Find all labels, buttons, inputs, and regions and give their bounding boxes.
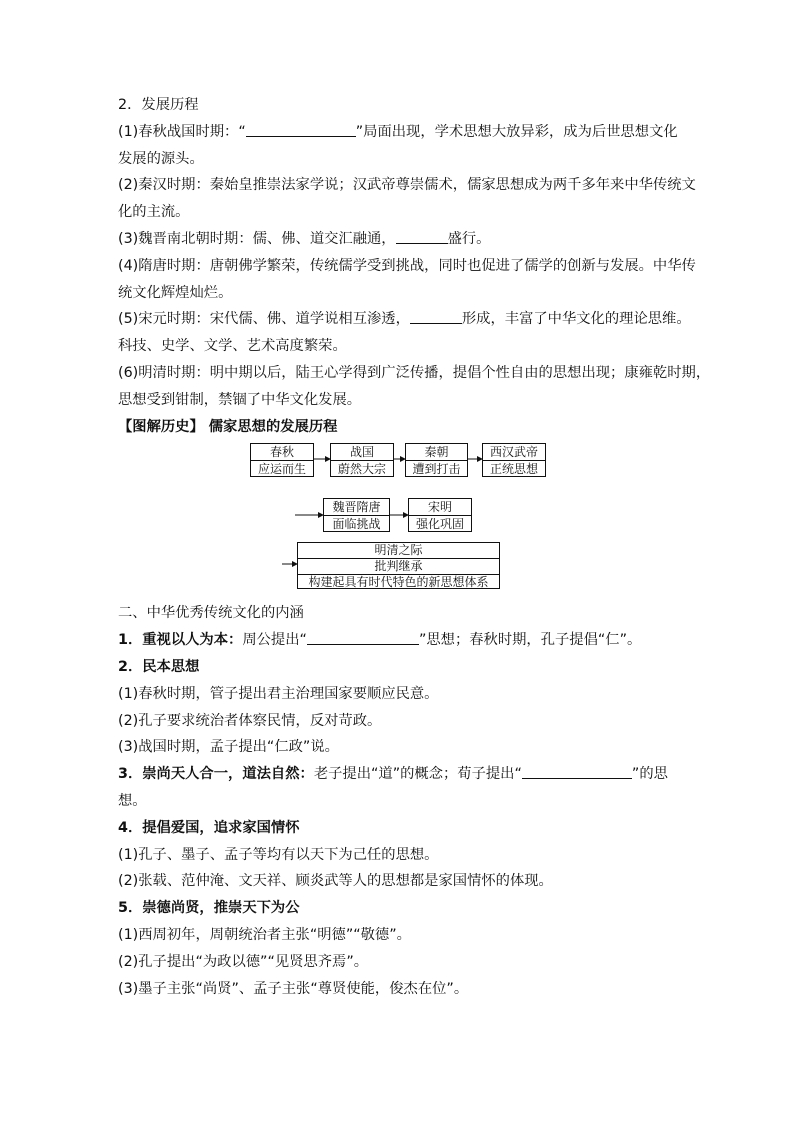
box-subtitle: 面临挑战 bbox=[332, 517, 381, 532]
box-subtitle: 应运而生 bbox=[257, 462, 306, 477]
text: ”思想；春秋时期，孔子提倡“仁”。 bbox=[418, 632, 642, 649]
text: (3)魏晋南北朝时期：儒、佛、道交汇融通， bbox=[118, 230, 396, 247]
list-item: (2)孔子要求统治者体察民情，反对苛政。 bbox=[118, 712, 382, 729]
fill-blank[interactable] bbox=[410, 310, 462, 324]
text: 盛行。 bbox=[447, 230, 491, 247]
fill-blank[interactable] bbox=[396, 230, 448, 244]
box-subtitle: 遭到打击 bbox=[412, 462, 461, 477]
list-item: (2)张载、范仲淹、文天祥、顾炎武等人的思想都是家国情怀的体现。 bbox=[118, 873, 553, 890]
dev-item-6-cont: 思想受到钳制，禁锢了中华文化发展。 bbox=[118, 391, 362, 408]
box-subtitle: 正统思想 bbox=[489, 462, 538, 477]
box-title: 西汉武帝 bbox=[483, 444, 545, 461]
text: (5)宋元时期：宋代儒、佛、道学说相互渗透， bbox=[118, 311, 410, 328]
section-heading-connotation: 二、中华优秀传统文化的内涵 bbox=[118, 605, 304, 622]
box-title: 秦朝 bbox=[406, 444, 467, 461]
fill-blank[interactable] bbox=[307, 631, 419, 645]
dev-item-5-cont: 科技、史学、文学、艺术高度繁荣。 bbox=[118, 338, 347, 355]
box-title: 明清之际 bbox=[298, 543, 499, 559]
fill-blank[interactable] bbox=[246, 123, 356, 137]
text: 形成，丰富了中华文化的理论思维。 bbox=[461, 311, 691, 328]
connotation-item-1 bbox=[118, 627, 684, 654]
connotation-heading-2: 2．民本思想 bbox=[118, 658, 200, 675]
connotation-item-3-cont: 想。 bbox=[118, 792, 147, 809]
box-subtitle: 强化巩固 bbox=[415, 517, 464, 532]
dev-item-5 bbox=[118, 306, 691, 333]
dev-item-1-cont: 发展的源头。 bbox=[118, 150, 204, 167]
list-item: (1)西周初年，周朝统治者主张“明德”“敬德”。 bbox=[118, 926, 411, 943]
list-item: (2)孔子提出“为政以德”“见贤思齐焉”。 bbox=[118, 953, 369, 970]
dev-item-2-cont: 化的主流。 bbox=[118, 204, 190, 221]
diagram-box-songming bbox=[408, 498, 472, 532]
box-title: 春秋 bbox=[251, 444, 313, 461]
connotation-heading-5: 5．崇德尚贤，推崇天下为公 bbox=[118, 900, 300, 917]
diagram-box-zhanguo bbox=[330, 443, 394, 477]
item-label: 3．崇尚天人合一，道法自然： bbox=[118, 766, 314, 783]
box-title: 魏晋隋唐 bbox=[324, 499, 389, 516]
text: ”的思 bbox=[631, 766, 668, 783]
diagram-box-qin bbox=[405, 443, 468, 477]
text: 老子提出“道”的概念；荀子提出“ bbox=[313, 766, 522, 783]
connotation-item-3 bbox=[118, 761, 684, 788]
text: (1)春秋战国时期：“ bbox=[118, 123, 246, 140]
dev-item-6: (6)明清时期：明中期以后，陆王心学得到广泛传播，提倡个性自由的思想出现；康雍乾时期， bbox=[118, 364, 711, 381]
diagram-title: 【图解历史】 儒家思想的发展历程 bbox=[118, 418, 338, 435]
box-subtitle: 蔚然大宗 bbox=[337, 462, 386, 477]
section-heading-development: 2．发展历程 bbox=[118, 97, 199, 113]
connotation-heading-4: 4．提倡爱国，追求家国情怀 bbox=[118, 819, 300, 836]
dev-item-2: (2)秦汉时期：秦始皇推崇法家学说；汉武帝尊崇儒术，儒家思想成为两千多年来中华传统文 bbox=[118, 177, 696, 194]
dev-item-4-cont: 统文化辉煌灿烂。 bbox=[118, 284, 233, 301]
item-label: 1．重视以人为本： bbox=[118, 632, 243, 649]
diagram-box-chunqiu bbox=[250, 443, 314, 477]
dev-item-1 bbox=[118, 119, 684, 146]
fill-blank[interactable] bbox=[522, 765, 632, 779]
dev-item-3 bbox=[118, 226, 684, 253]
diagram-box-weijin-suitang bbox=[323, 498, 390, 532]
text: ”局面出现，学术思想大放异彩，成为后世思想文化 bbox=[355, 123, 678, 140]
diagram-box-han-wudi bbox=[482, 443, 546, 477]
text: 周公提出“ bbox=[242, 632, 307, 649]
box-detail: 构建起具有时代特色的新思想体系 bbox=[308, 575, 489, 590]
dev-item-4: (4)隋唐时期：唐朝佛学繁荣，传统儒学受到挑战，同时也促进了儒学的创新与发展。中华传 bbox=[118, 257, 696, 274]
list-item: (3)墨子主张“尚贤”、孟子主张“尊贤使能，俊杰在位”。 bbox=[118, 980, 469, 997]
list-item: (3)战国时期，孟子提出“仁政”说。 bbox=[118, 739, 339, 756]
document-body bbox=[118, 92, 711, 1002]
box-title: 战国 bbox=[331, 444, 393, 461]
list-item: (1)孔子、墨子、孟子等均有以天下为己任的思想。 bbox=[118, 846, 439, 863]
list-item: (1)春秋时期，管子提出君主治理国家要顺应民意。 bbox=[118, 685, 439, 702]
box-title: 宋明 bbox=[409, 499, 471, 516]
box-subtitle: 批判继承 bbox=[298, 559, 499, 575]
confucianism-flow-diagram bbox=[118, 442, 684, 598]
diagram-box-mingqing bbox=[297, 542, 500, 589]
